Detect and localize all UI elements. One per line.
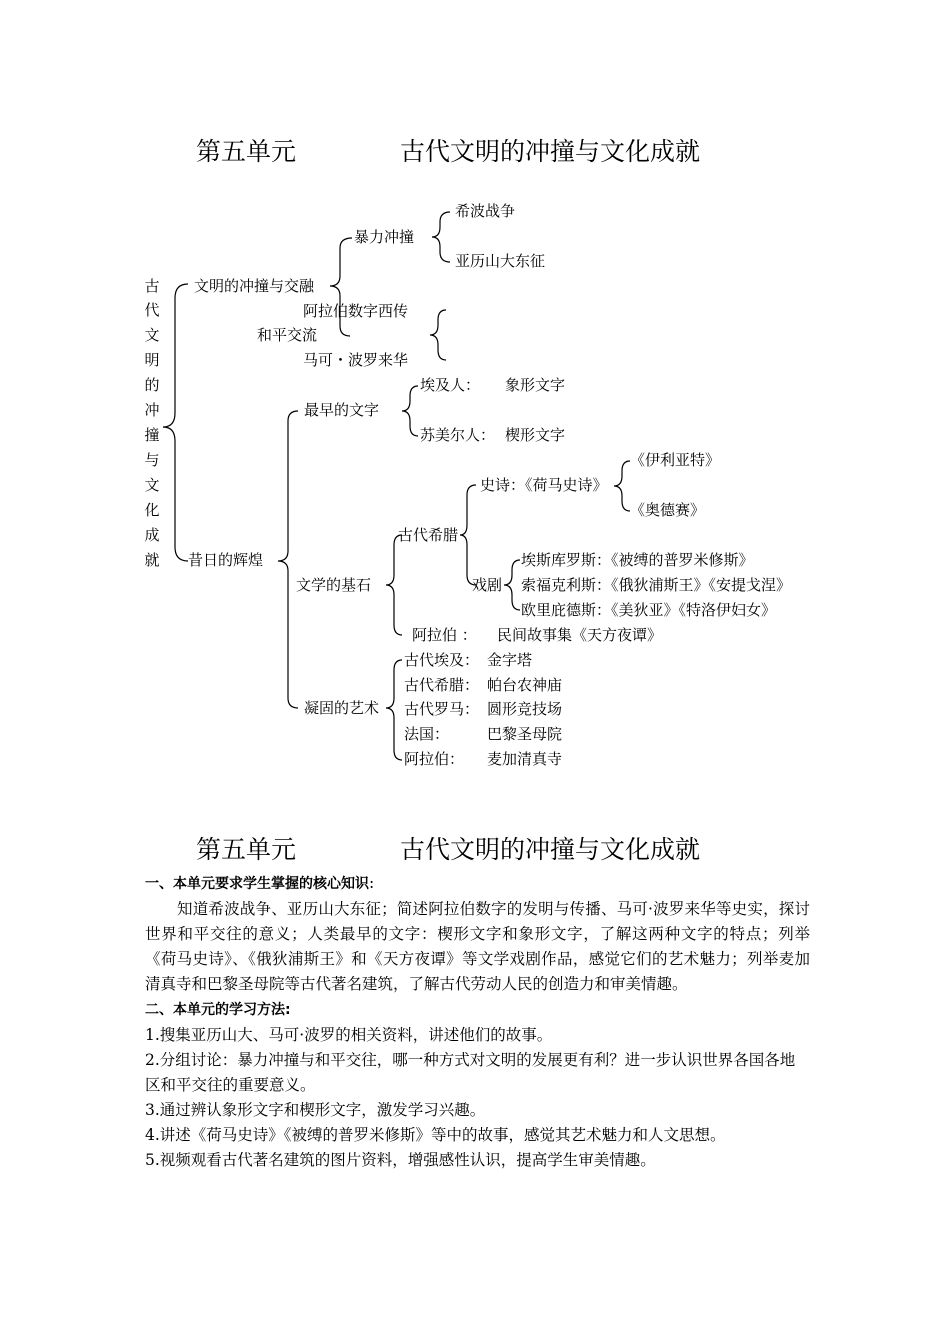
- violent-item: 亚历山大东征: [455, 252, 546, 270]
- epic-brace: [614, 461, 630, 511]
- root-char: 文: [144, 476, 160, 494]
- page-title-unit: 第五单元: [196, 137, 297, 166]
- section1-body: 知道希波战争、亚历山大东征；简述阿拉伯数字的发明与传播、马可·波罗来华等史实，探讨世界和平交往的意义；人类最早的文字：楔形文字和象形文字，了解这两种文字的特点；列举《荷马史诗》、《俄狄浦斯王》和《天方夜谭》等文学戏剧作品，感觉它们的艺术魅力；列举麦加清真寺和巴黎圣母院等古代著名建筑，了解古代劳动人民的创造力和审美情趣。: [145, 900, 810, 993]
- root-char: 化: [144, 501, 160, 519]
- epic-label: 史诗：《荷马史诗》: [480, 476, 608, 494]
- peace-brace: [430, 310, 446, 360]
- arabia-label: 阿拉伯 ：: [412, 626, 477, 644]
- root-char: 古: [144, 277, 160, 295]
- greece-label: 古代希腊: [398, 526, 459, 544]
- root-char: 明: [144, 351, 160, 369]
- root-char: 与: [144, 451, 160, 469]
- art-place: 古代罗马：: [404, 700, 480, 718]
- section2-heading: 二、本单元的学习方法:: [145, 1002, 291, 1018]
- section1-heading: 一、本单元要求学生掌握的核心知识: [145, 876, 369, 892]
- branch1-label: 文明的冲撞与交融: [194, 277, 315, 295]
- drama-label: 戏剧: [472, 576, 503, 594]
- drama-brace: [504, 560, 520, 610]
- violent-label: 暴力冲撞: [354, 228, 415, 246]
- root-char: 就: [144, 551, 160, 569]
- peace-item: 马可・波罗来华: [303, 351, 409, 369]
- root-char: 冲: [144, 401, 160, 419]
- writing-script: 楔形文字: [505, 426, 566, 444]
- drama-item: 欧里庇德斯：《美狄亚》《特洛伊妇女》: [521, 601, 777, 619]
- art-building: 帕台农神庙: [487, 676, 563, 694]
- epic-work: 《伊利亚特》: [630, 451, 721, 469]
- art-building: 麦加清真寺: [487, 750, 563, 768]
- greece-brace: [460, 485, 476, 585]
- violent-item: 希波战争: [455, 202, 516, 220]
- method-item: 2.分组讨论：暴力冲撞与和平交往，哪一种方式对文明的发展更有利？进一步认识世界各国各地区和平交往的重要意义。: [145, 1051, 796, 1094]
- root-char: 成: [144, 526, 160, 544]
- page-title-text: 古代文明的冲撞与文化成就: [400, 137, 701, 166]
- art-brace: [386, 660, 402, 760]
- section1-colon: :: [369, 874, 375, 892]
- drama-item: 埃斯库罗斯：《被缚的普罗米修斯》: [521, 551, 754, 569]
- literature-brace: [386, 535, 402, 635]
- literature-label: 文学的基石: [296, 576, 372, 594]
- section-title-unit: 第五单元: [196, 835, 297, 864]
- art-place: 阿拉伯：: [404, 750, 465, 768]
- art-place: 法国：: [404, 725, 450, 743]
- root-char: 文: [144, 326, 160, 344]
- art-place: 古代希腊：: [404, 676, 480, 694]
- drama-item: 索福克利斯：《俄狄浦斯王》《安提戈涅》: [521, 576, 792, 594]
- root-brace: [163, 284, 188, 561]
- root-char: 代: [144, 301, 160, 319]
- branch2-brace: [278, 411, 298, 708]
- method-item: 3.通过辨认象形文字和楔形文字，激发学习兴趣。: [145, 1101, 486, 1119]
- root-char: 撞: [144, 426, 160, 444]
- arabia-work: 民间故事集《天方夜谭》: [497, 626, 663, 644]
- content-body: [145, 871, 810, 1173]
- art-building: 圆形竞技场: [487, 700, 563, 718]
- art-building: 金字塔: [487, 651, 533, 669]
- branch2-label: 昔日的辉煌: [188, 551, 264, 569]
- method-item: 1.搜集亚历山大、马可·波罗的相关资料，讲述他们的故事。: [145, 1026, 553, 1044]
- art-label: 凝固的艺术: [304, 699, 380, 717]
- method-item: 5.视频观看古代著名建筑的图片资料，增强感性认识，提高学生审美情趣。: [145, 1151, 656, 1169]
- method-item: 4.讲述《荷马史诗》《被缚的普罗米修斯》等中的故事，感觉其艺术魅力和人文思想。: [145, 1126, 726, 1144]
- writing-people: 苏美尔人：: [420, 426, 496, 444]
- writing-brace: [402, 386, 418, 436]
- peace-item: 阿拉伯数字西传: [303, 302, 409, 320]
- art-building: 巴黎圣母院: [487, 725, 563, 743]
- art-place: 古代埃及：: [404, 651, 480, 669]
- writing-people: 埃及人：: [420, 376, 481, 394]
- section1-heading-line: [145, 871, 810, 897]
- section2-heading-line: [145, 997, 810, 1023]
- root-char: 的: [144, 376, 160, 394]
- peace-label: 和平交流: [257, 326, 318, 344]
- epic-work: 《奥德赛》: [630, 501, 706, 519]
- violent-brace: [432, 212, 450, 262]
- writing-script: 象形文字: [505, 376, 566, 394]
- section-title-text: 古代文明的冲撞与文化成就: [400, 835, 701, 864]
- writing-label: 最早的文字: [304, 401, 380, 419]
- branch1-brace: [330, 238, 352, 336]
